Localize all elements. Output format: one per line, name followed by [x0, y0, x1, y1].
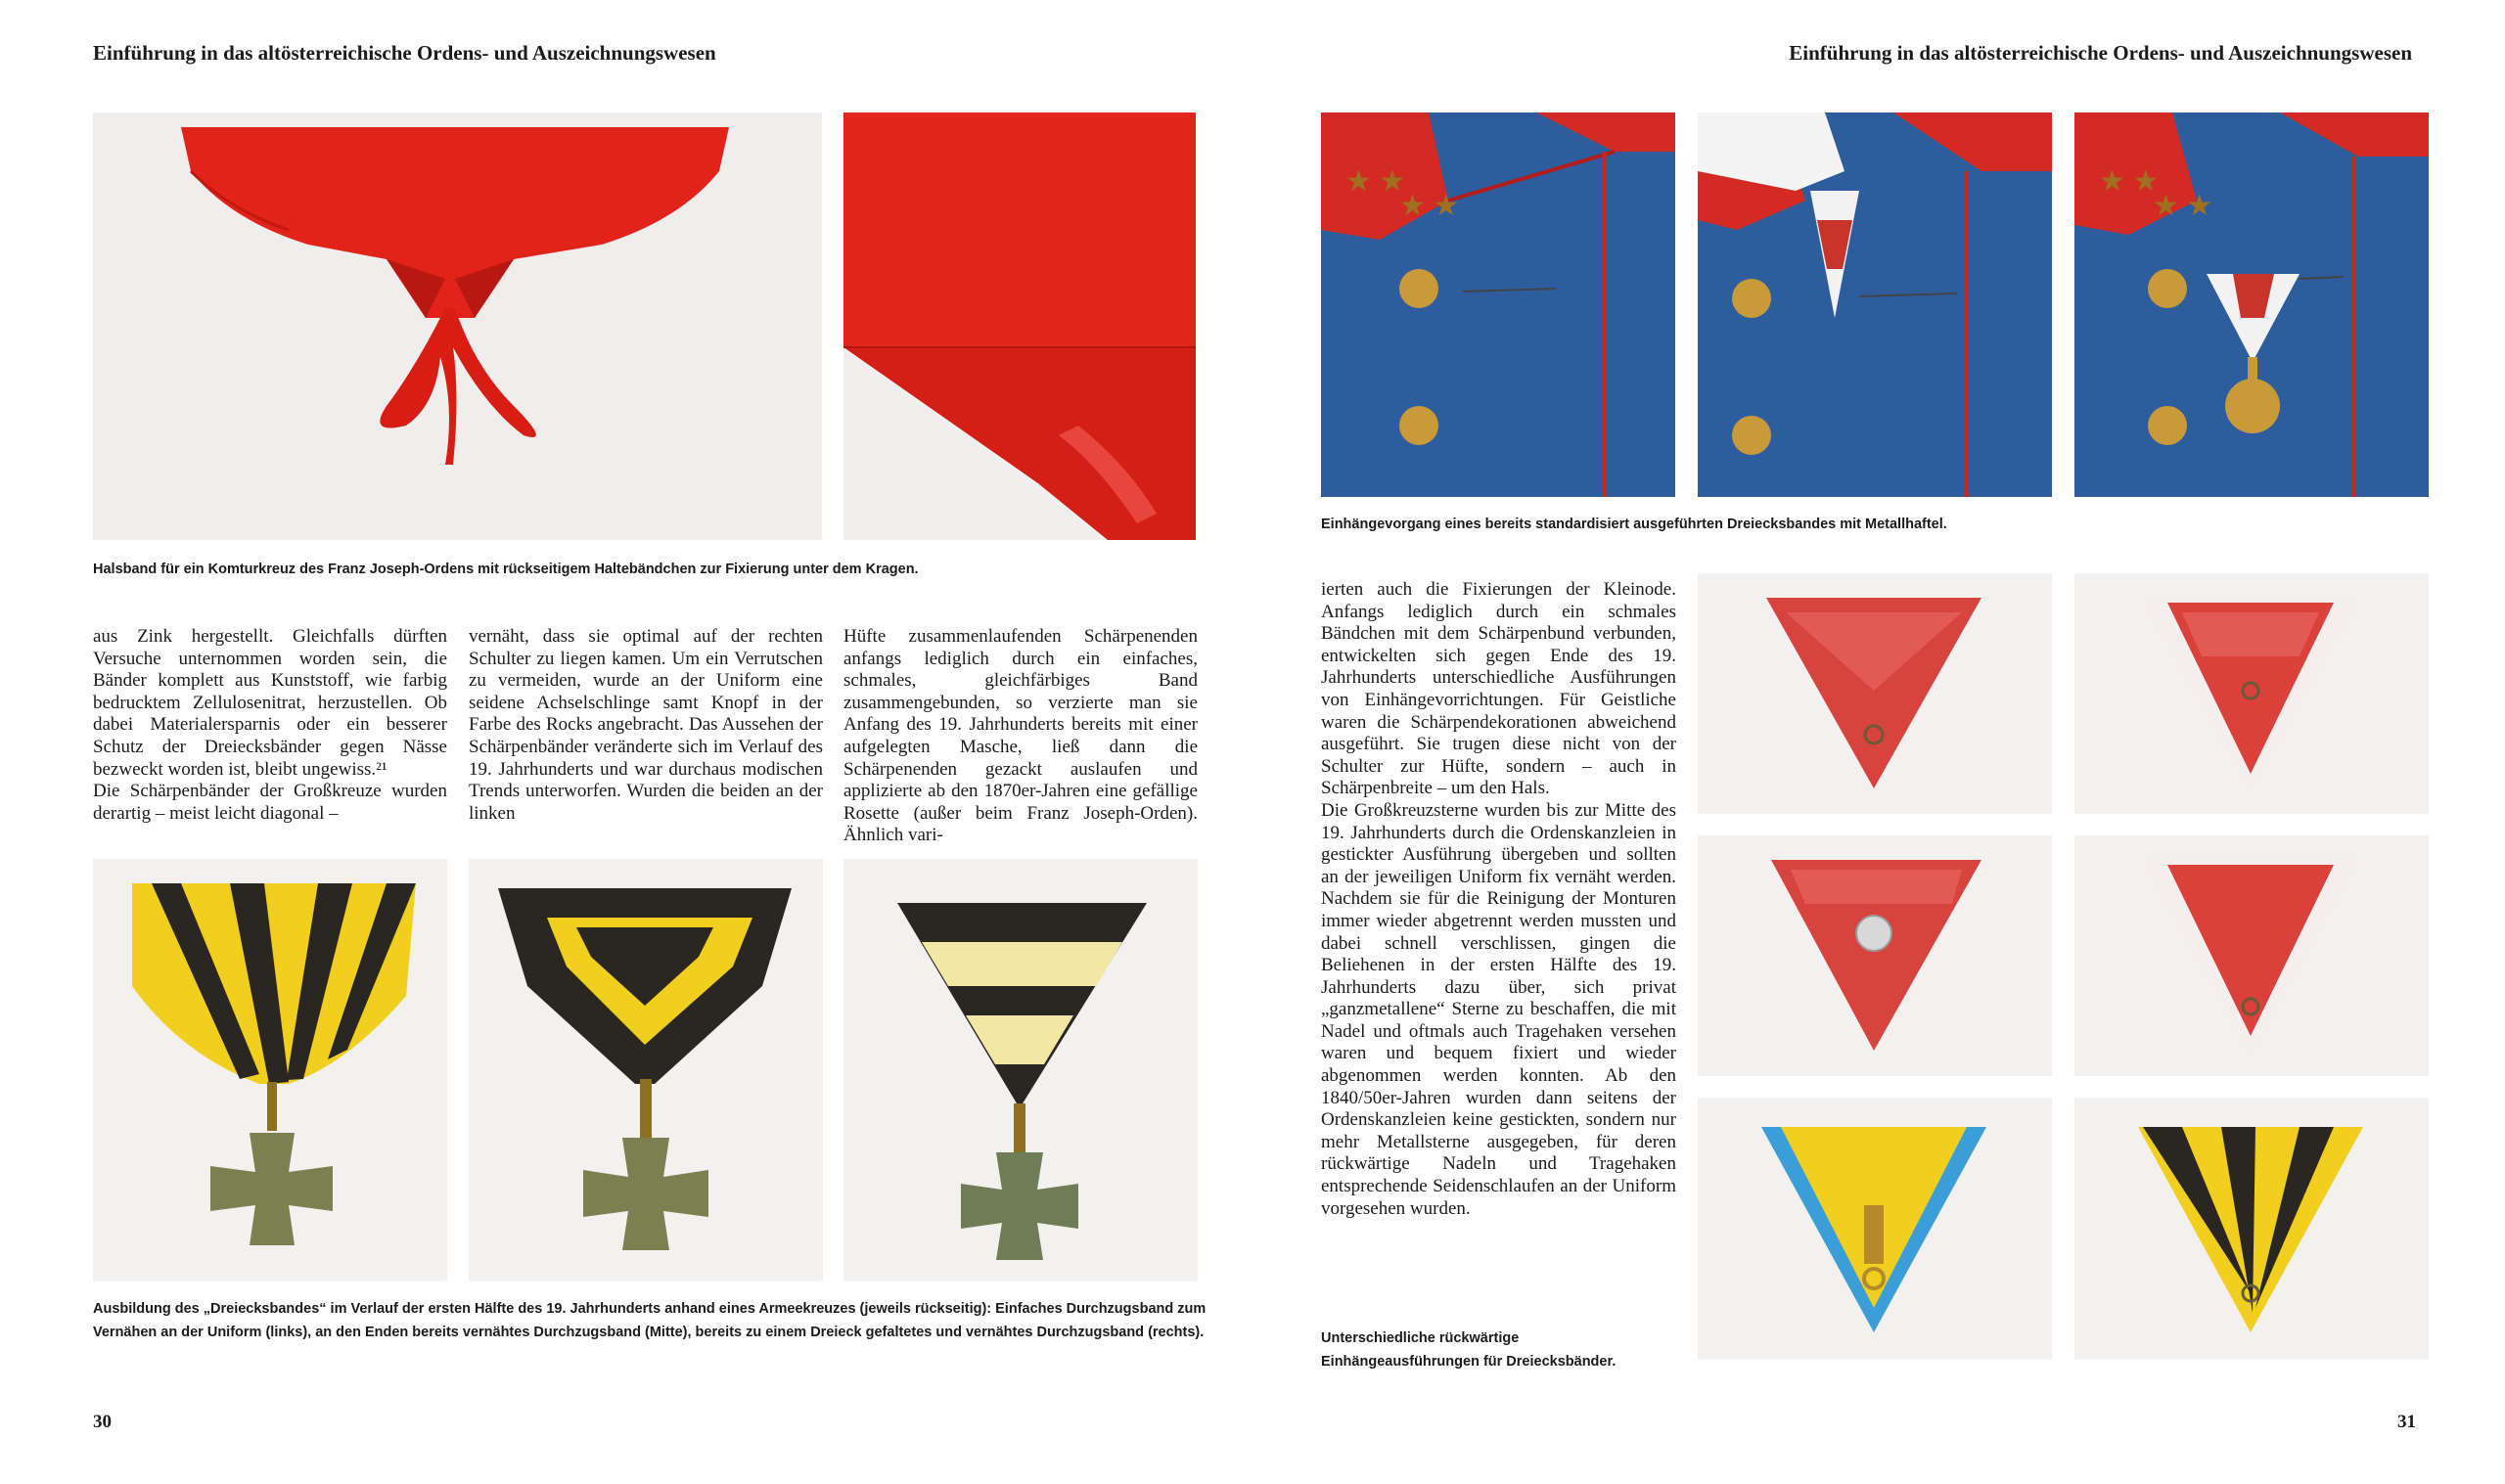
photo-army-cross-ribbon-middle	[469, 859, 823, 1282]
paragraph: Die Schärpenbänder der Großkreuze wurden derartig – meist leicht diagonal –	[93, 781, 447, 824]
photo-uniform-step-3	[2074, 112, 2429, 497]
paragraph: Die Großkreuzsterne wurden bis zur Mitte des 19. Jahrhunderts durch die Ordenskanzleien in gestickter Ausführung übergeben und sollten an der jeweiligen Uniform fix vernäht werden. Nachdem sie für die Reinigung der Monturen immer wieder abgetrennt werden mussten und dabei schnell verschlissen, gingen die Beliehenen in der ersten Hälfte des 19. Jahrhunderts dazu über, sich privat „ganzmetallene“ Sterne zu beschaffen, die mit Nadel und oftmals auch Tragehaken versehen waren und bequem fixiert und wieder abgenommen werden konnten. Ab den 1840/50er-Jahren wurden dann seitens der Ordenskanzleien keine gestickten, sondern nur mehr Metallsterne ausgegeben, für deren rückwärtige Nadeln und Tragehaken entsprechende Seidenschlaufen an der Uniform vorgesehen wurden.	[1321, 799, 1676, 1219]
photo-triangle-ribbon-5	[1698, 1098, 2052, 1360]
paragraph: aus Zink hergestellt. Gleichfalls dürften Versuche unternommen worden sein, die Bänder komplett aus Kunststoff, wie farbig bedrucktem Zellulosenitrat, herzustellen. Ob dabei Materialersparnis oder ein besserer Schutz der Dreiecksbänder gegen Nässe bezweckt worden ist, bleibt ungewiss.²¹	[93, 626, 447, 780]
text-column-2	[469, 626, 823, 825]
svg-text:★ ★: ★ ★	[2099, 165, 2160, 198]
page-number-right: 31	[2397, 1412, 2416, 1432]
text-column-right	[1321, 579, 1676, 1220]
caption-army-cross: Ausbildung des „Dreiecksbandes“ im Verlauf der ersten Hälfte des 19. Jahrhunderts anhand eines Armeekreuzes (jeweils rückseitig): Einfaches Durchzugsband zum Vernähen an der Uniform (links), an den Enden bereits vernähtes Durchzugsband (Mitte), bereits zu einem Dreieck gefaltetes und vernähtes Durchzugsband (rechts).	[93, 1301, 1207, 1340]
photo-triangle-ribbon-4	[2074, 835, 2429, 1076]
paragraph: Hüfte zusammenlaufenden Schärpenenden anfangs lediglich durch ein einfaches, schmales, gleichfärbiges Band zusammengebunden, so verzierte man sie Anfang des 19. Jahrhunderts bereits mit einer aufgelegten Masche, ließ dann die Schärpenenden gezackt auslaufen und applizierte ab den 1870er-Jahren eine gefällige Rosette (außer beim Franz Joseph-Orden). Ähnlich vari-	[843, 626, 1198, 846]
photo-triangle-ribbon-6	[2074, 1098, 2429, 1360]
page-number-left: 30	[93, 1412, 112, 1432]
svg-text:★ ★: ★ ★	[1399, 190, 1460, 222]
running-head-right: Einführung in das altösterreichische Ordens- und Auszeichnungswesen	[1789, 41, 2412, 65]
paragraph: vernäht, dass sie optimal auf der rechten Schulter zu liegen kamen. Um ein Verrutschen zu vermeiden, wurde an der Uniform eine seidene Achselschlinge samt Knopf in der Farbe des Rocks angebracht. Das Aussehen der Schärpenbänder veränderte sich im Verlauf des 19. Jahrhunderts und war durchaus modischen Trends unterworfen. Wurden die beiden an der linken	[469, 626, 823, 824]
svg-text:★ ★: ★ ★	[1345, 165, 1406, 198]
text-column-3	[843, 626, 1198, 847]
caption-attachment-variants: Unterschiedliche rückwärtige Einhängeausführungen für Dreiecksbänder.	[1321, 1330, 1617, 1370]
photo-uniform-step-1	[1321, 112, 1675, 497]
photo-collar-ribbon	[93, 112, 822, 540]
photo-triangle-ribbon-2	[2074, 573, 2429, 814]
photo-army-cross-ribbon-left	[93, 859, 447, 1282]
paragraph: ierten auch die Fixierungen der Kleinode. Anfangs lediglich durch ein schmales Bändchen mit dem Schärpenbund verbunden, entwickelten sich gegen Ende des 19. Jahrhunderts unterschiedliche Ausführungen von Einhängevorrichtungen. Für Geistliche waren die Schärpendekorationen abweichend ausgeführt. Sie trugen diese nicht von der Schulter zur Hüfte, sondern – auch in Schärpenbreite – um den Hals.	[1321, 579, 1676, 799]
running-head-left: Einführung in das altösterreichische Ordens- und Auszeichnungswesen	[93, 41, 716, 65]
photo-triangle-ribbon-1	[1698, 573, 2052, 814]
photo-triangle-ribbon-3	[1698, 835, 2052, 1076]
photo-army-cross-ribbon-right	[843, 859, 1198, 1282]
photo-ribbon-detail	[843, 112, 1196, 540]
caption-attaching-process: Einhängevorgang eines bereits standardisiert ausgeführten Dreiecksbandes mit Metallhaftel.	[1321, 517, 1947, 532]
caption-collar-ribbon: Halsband für ein Komturkreuz des Franz Joseph-Ordens mit rückseitigem Haltebändchen zur Fixierung unter dem Kragen.	[93, 562, 919, 577]
text-column-1	[93, 626, 447, 825]
svg-text:★ ★: ★ ★	[2153, 190, 2213, 222]
photo-uniform-step-2	[1698, 112, 2052, 497]
